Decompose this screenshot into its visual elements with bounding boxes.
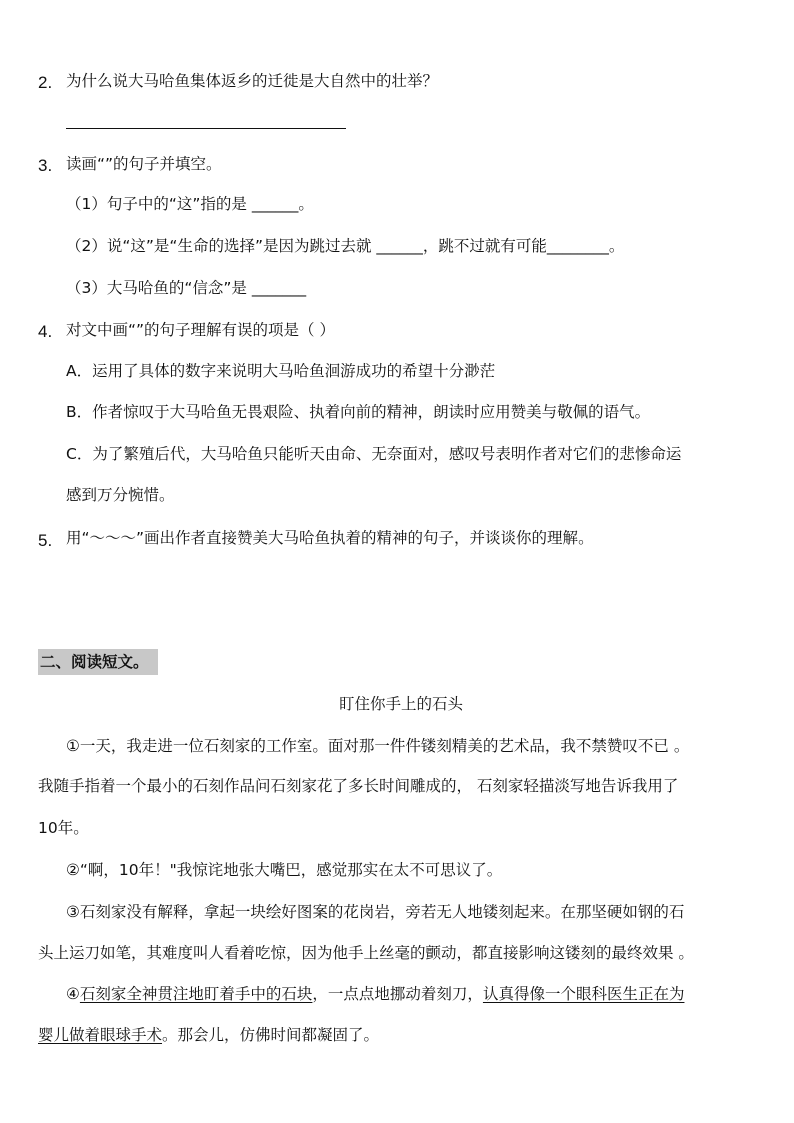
question-3-sub-1: （1）句子中的“这”指的是 ______。 [66, 195, 314, 213]
passage-paragraph-4-line-2 [38, 1024, 379, 1046]
question-4-option-a: A．运用了具体的数字来说明大马哈鱼洄游成功的希望十分渺茫 [66, 362, 496, 380]
sentence-middle: ，一点点地挪动着刻刀， [312, 985, 483, 1003]
passage-title: 盯住你手上的石头 [339, 695, 464, 713]
underlined-sentence-2-continued: 婴儿做着眼球手术 [38, 1026, 163, 1044]
question-5-text: 用“～～～”画出作者直接赞美大马哈鱼执着的精神的句子，并谈谈你的理解。 [66, 529, 594, 547]
question-3-number: 3. [38, 156, 53, 175]
question-4-text: 对文中画“”的句子理解有误的项是（ ） [66, 321, 335, 339]
passage-paragraph-1-line-2: 我随手指着一个最小的石刻作品问石刻家花了多长时间雕成的， 石刻家轻描淡写地告诉我用了 [38, 777, 679, 795]
sentence-end: 。那会儿，仿佛时间都凝固了。 [162, 1026, 380, 1044]
passage-paragraph-1-line-1: ①一天，我走进一位石刻家的工作室。面对那一件件镂刻精美的艺术品，我不禁赞叹不已 。 [66, 737, 690, 755]
question-4-option-b: B．作者惊叹于大马哈鱼无畏艰险、执着向前的精神，朗读时应用赞美与敬佩的语气。 [66, 403, 651, 421]
answer-line [66, 128, 346, 129]
question-2-text: 为什么说大马哈鱼集体返乡的迁徙是大自然中的壮举？ [66, 72, 439, 90]
question-3-text: 读画“”的句子并填空。 [66, 155, 222, 173]
passage-paragraph-3-line-1: ③石刻家没有解释，拿起一块绘好图案的花岗岩，旁若无人地镂刻起来。在那坚硬如钢的石 [66, 903, 685, 921]
question-2-number: 2. [38, 73, 53, 92]
question-5-number: 5. [38, 531, 53, 550]
underlined-sentence-2: 认真得像一个眼科医生正在为 [482, 985, 685, 1003]
question-4-option-c: C．为了繁殖后代，大马哈鱼只能听天由命、无奈面对，感叹号表明作者对它们的悲惨命运 [66, 445, 682, 463]
passage-paragraph-3-line-2: 头上运刀如笔，其难度叫人看着吃惊，因为他手上丝毫的颤动，都直接影响这镂刻的最终效果 。 [38, 944, 694, 962]
passage-paragraph-1-line-3: 10年。 [38, 819, 89, 837]
paragraph-marker: ④ [66, 985, 80, 1003]
passage-paragraph-4-line-1 [66, 983, 684, 1005]
question-3-sub-2: （2）说“这”是“生命的选择”是因为跳过去就 ______，跳不过就有可能________。 [66, 237, 625, 255]
underlined-sentence: 石刻家全神贯注地盯着手中的石块 [79, 985, 313, 1003]
question-4-option-c-continued: 感到万分惋惜。 [66, 486, 175, 504]
passage-paragraph-2: ②“啊，10年！"我惊诧地张大嘴巴，感觉那实在太不可思议了。 [66, 861, 503, 879]
section-heading-text: 二、阅读短文。 [40, 653, 149, 671]
question-4-number: 4. [38, 322, 53, 341]
section-heading [38, 649, 158, 675]
question-3-sub-3: （3）大马哈鱼的“信念”是 _______ [66, 279, 307, 297]
